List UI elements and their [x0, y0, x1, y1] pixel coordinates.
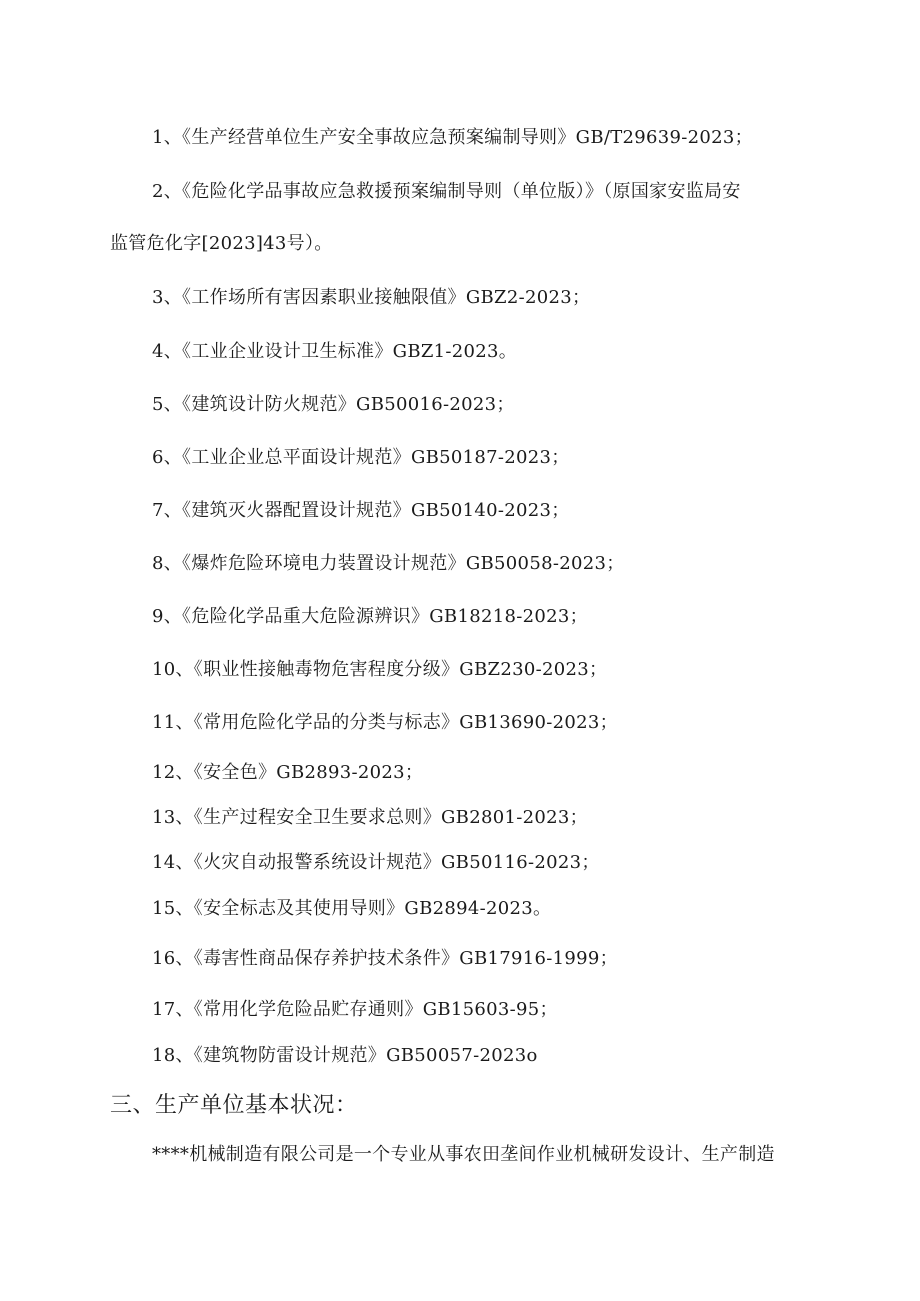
reference-item-3: 3、《工作场所有害因素职业接触限值》GBZ2-2023；: [152, 287, 591, 308]
body-paragraph: ****机械制造有限公司是一个专业从事农田垄间作业机械研发设计、生产制造: [152, 1144, 775, 1165]
reference-item-12: 12、《安全色》GB2893-2023；: [152, 762, 424, 783]
reference-item-2: 2、《危险化学品事故应急救援预案编制导则（单位版）》（原国家安监局安: [152, 181, 741, 202]
reference-item-7: 7、《建筑灭火器配置设计规范》GB50140-2023；: [152, 500, 570, 521]
reference-item-13: 13、《生产过程安全卫生要求总则》GB2801-2023；: [152, 807, 588, 828]
reference-item-10: 10、《职业性接触毒物危害程度分级》GBZ230-2023；: [152, 659, 608, 680]
reference-item-17: 17、《常用化学危险品贮存通则》GB15603-95；: [152, 999, 558, 1020]
reference-item-8: 8、《爆炸危险环境电力装置设计规范》GB50058-2023；: [152, 553, 625, 574]
reference-item-2-continued: 监管危化字[2023]43号）。: [110, 233, 333, 254]
reference-item-9: 9、《危险化学品重大危险源辨识》GB18218-2023；: [152, 606, 588, 627]
reference-item-4: 4、《工业企业设计卫生标准》GBZ1-2023。: [152, 341, 518, 362]
reference-item-5: 5、《建筑设计防火规范》GB50016-2023；: [152, 394, 515, 415]
reference-item-1: 1、《生产经营单位生产安全事故应急预案编制导则》GB/T29639-2023；: [152, 127, 753, 148]
reference-item-6: 6、《工业企业总平面设计规范》GB50187-2023；: [152, 447, 570, 468]
reference-item-16: 16、《毒害性商品保存养护技术条件》GB17916-1999；: [152, 948, 618, 969]
reference-item-15: 15、《安全标志及其使用导则》GB2894-2023。: [152, 898, 552, 919]
reference-item-18: 18、《建筑物防雷设计规范》GB50057-2023o: [152, 1045, 538, 1066]
reference-item-11: 11、《常用危险化学品的分类与标志》GB13690-2023；: [152, 712, 618, 733]
section-heading: 三、生产单位基本状况：: [110, 1093, 358, 1118]
reference-item-14: 14、《火灾自动报警系统设计规范》GB50116-2023；: [152, 852, 600, 873]
